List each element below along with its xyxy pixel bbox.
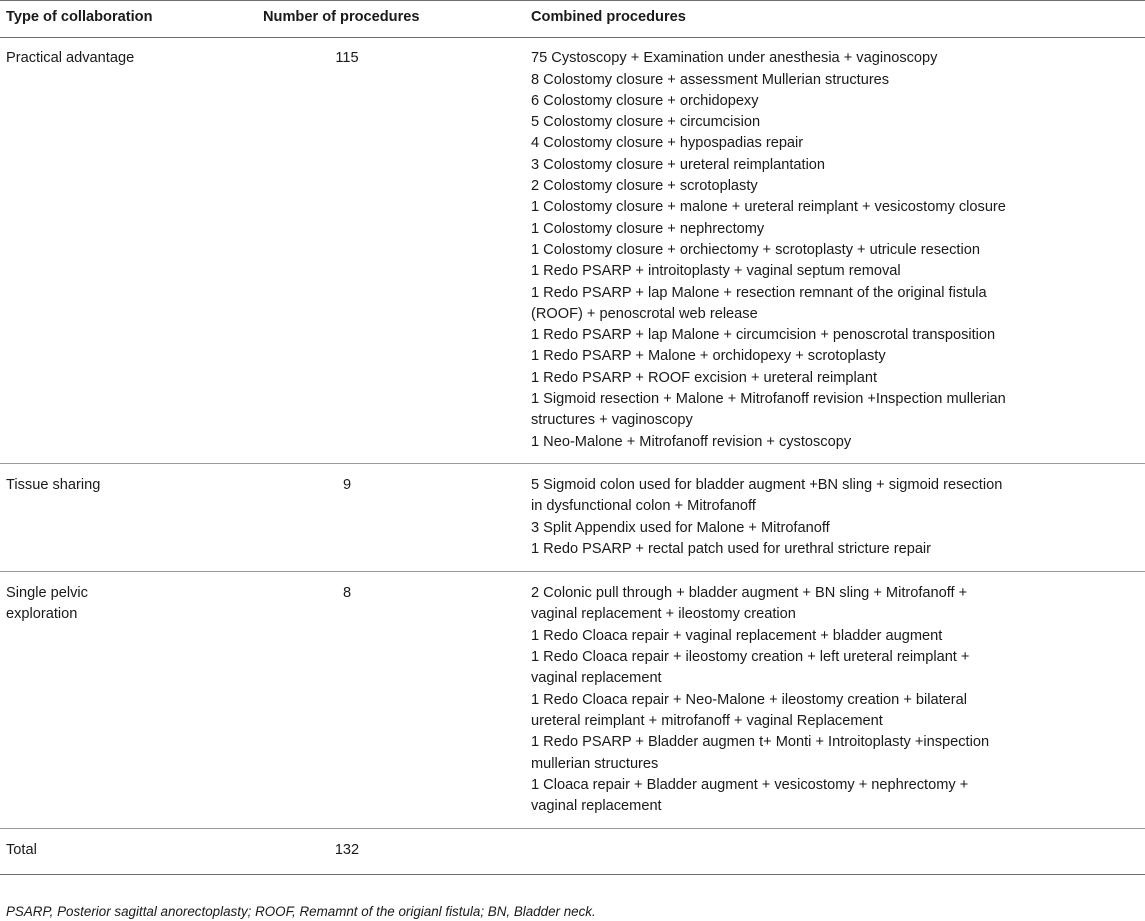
procedure-line: 1 Redo PSARP + Bladder augmen t+ Monti + Introitoplasty +inspection	[531, 734, 990, 751]
type-cell	[0, 829, 263, 874]
procedure-line: ureteral reimplant + mitrofanoff + vaginal Replacement	[531, 712, 883, 729]
procedure-line: 3 Colostomy closure + ureteral reimplantation	[531, 156, 826, 173]
type-label: Practical advantage	[6, 50, 135, 67]
table-row	[0, 463, 1145, 571]
table-row-total	[0, 829, 1145, 874]
type-label: Total	[6, 842, 37, 859]
procedure-line: 75 Cystoscopy + Examination under anesthesia + vaginoscopy	[531, 50, 938, 67]
procedure-line: 2 Colostomy closure + scrotoplasty	[531, 178, 758, 195]
procedure-line: vaginal replacement	[531, 798, 662, 815]
procedures-cell	[531, 829, 1145, 874]
procedure-line: 1 Sigmoid resection + Malone + Mitrofanoff revision +Inspection mullerian	[531, 391, 1006, 408]
type-cell	[0, 572, 263, 829]
number-cell	[263, 38, 531, 464]
table-footnote: PSARP, Posterior sagittal anorectoplasty; ROOF, Remamnt of the origianl fistula; BN, Bladder neck.	[6, 903, 596, 919]
type-cell	[0, 38, 263, 464]
table-row	[0, 572, 1145, 829]
procedure-line: 8 Colostomy closure + assessment Mullerian structures	[531, 71, 890, 88]
procedures-cell	[531, 572, 1145, 829]
number-value: 9	[342, 476, 352, 493]
procedure-line: 3 Split Appendix used for Malone + Mitrofanoff	[531, 519, 830, 536]
number-value: 115	[335, 50, 359, 67]
header-combined: Combined procedures	[531, 1, 1145, 38]
type-cell	[0, 463, 263, 571]
procedure-line: 1 Redo Cloaca repair + Neo-Malone + ileostomy creation + bilateral	[531, 691, 968, 708]
number-cell	[263, 572, 531, 829]
procedure-line: in dysfunctional colon + Mitrofanoff	[531, 498, 756, 515]
procedure-line: 5 Sigmoid colon used for bladder augment +BN sling + sigmoid resection	[531, 476, 1003, 493]
procedures-cell	[531, 38, 1145, 464]
procedure-line: 1 Redo Cloaca repair + ileostomy creation + left ureteral reimplant +	[531, 649, 970, 666]
number-cell	[263, 463, 531, 571]
procedure-line: structures + vaginoscopy	[531, 412, 693, 429]
procedure-line: 1 Redo PSARP + lap Malone + resection remnant of the original fistula	[531, 284, 987, 301]
number-cell	[263, 829, 531, 874]
procedure-line: (ROOF) + penoscrotal web release	[531, 305, 758, 322]
procedure-line: 1 Redo PSARP + rectal patch used for urethral stricture repair	[531, 540, 932, 557]
procedure-line: 1 Colostomy closure + malone + ureteral reimplant + vesicostomy closure	[531, 199, 1006, 216]
procedure-line: 5 Colostomy closure + circumcision	[531, 114, 761, 131]
procedure-line: 1 Redo PSARP + ROOF excision + ureteral reimplant	[531, 369, 878, 386]
procedure-line: 1 Colostomy closure + orchiectomy + scrotoplasty + utricule resection	[531, 241, 980, 258]
procedure-line: 1 Redo Cloaca repair + vaginal replacement + bladder augment	[531, 627, 943, 644]
procedure-line: 4 Colostomy closure + hypospadias repair	[531, 135, 804, 152]
table-row	[0, 38, 1145, 464]
table-header	[0, 1, 1145, 38]
procedure-line: mullerian structures	[531, 755, 659, 772]
number-value: 132	[334, 842, 360, 859]
procedure-line: 1 Redo PSARP + introitoplasty + vaginal septum removal	[531, 263, 901, 280]
procedure-line: 1 Cloaca repair + Bladder augment + vesicostomy + nephrectomy +	[531, 776, 969, 793]
procedure-line: 6 Colostomy closure + orchidopexy	[531, 92, 759, 109]
procedure-line: 1 Neo-Malone + Mitrofanoff revision + cystoscopy	[531, 433, 852, 450]
procedure-line: 1 Redo PSARP + Malone + orchidopexy + scrotoplasty	[531, 348, 886, 365]
procedure-line: 2 Colonic pull through + bladder augment + BN sling + Mitrofanoff +	[531, 585, 968, 602]
header-row	[0, 1, 1145, 38]
procedures-cell	[531, 463, 1145, 571]
table-body	[0, 38, 1145, 874]
procedure-line: vaginal replacement	[531, 670, 662, 687]
procedure-line: vaginal replacement + ileostomy creation	[531, 606, 796, 623]
procedure-line: 1 Redo PSARP + lap Malone + circumcision + penoscrotal transposition	[531, 327, 996, 344]
procedure-line: 1 Colostomy closure + nephrectomy	[531, 220, 765, 237]
type-label: Tissue sharing	[6, 476, 101, 493]
number-value: 8	[342, 585, 352, 602]
type-label: Single pelvic exploration	[6, 585, 88, 623]
header-number: Number of procedures	[263, 1, 531, 38]
header-type: Type of collaboration	[0, 1, 263, 38]
